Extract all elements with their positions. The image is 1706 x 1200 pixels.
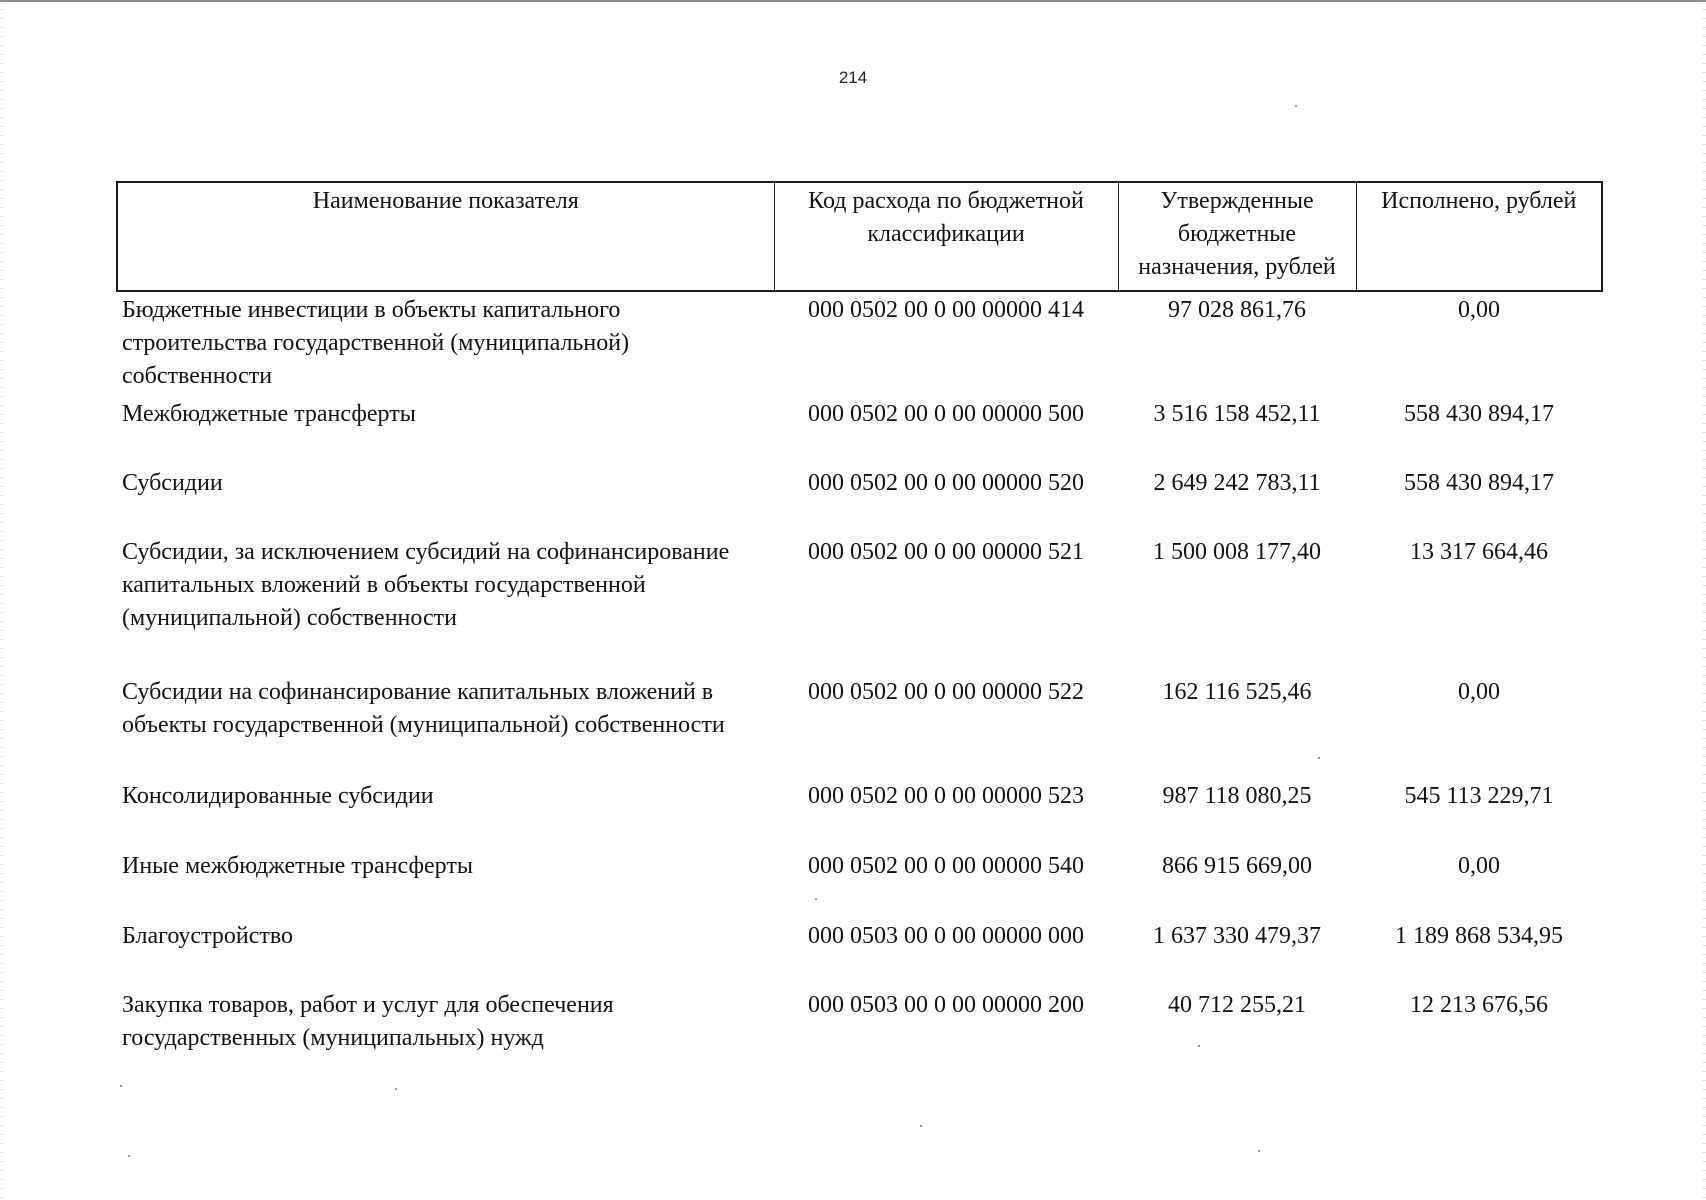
approved-amount-cell: 1 637 330 479,37 [1153, 923, 1321, 949]
indicator-name-cell: Бюджетные инвестиции в объекты капитального строительства государственной (муниципальной) собственности [122, 297, 630, 389]
expense-code-cell: 000 0502 00 0 00 00000 414 [808, 297, 1084, 323]
expense-code-cell: 000 0502 00 0 00 00000 523 [808, 783, 1084, 809]
scan-speck [1318, 757, 1320, 759]
executed-amount-cell: 13 317 664,46 [1410, 539, 1548, 565]
table-row [117, 396, 1602, 465]
approved-amount-cell: 2 649 242 783,11 [1153, 470, 1321, 496]
table-row [117, 987, 1602, 1059]
scan-speck [1198, 1045, 1200, 1047]
scan-speck [1258, 1150, 1260, 1152]
expense-code-cell: 000 0503 00 0 00 00000 200 [808, 992, 1084, 1018]
indicator-name-cell: Консолидированные субсидии [122, 783, 434, 809]
indicator-name-cell: Благоустройство [122, 923, 294, 949]
header-row [117, 182, 1602, 291]
expense-code-cell: 000 0502 00 0 00 00000 521 [808, 539, 1084, 565]
executed-amount-cell: 0,00 [1458, 853, 1500, 879]
table-row [117, 848, 1602, 918]
header-indicator-name: Наименование показателя [117, 182, 774, 291]
table-row [117, 674, 1602, 778]
table-row [117, 291, 1602, 396]
scan-speck [1295, 105, 1297, 107]
executed-amount-cell: 0,00 [1458, 297, 1500, 323]
expense-code-cell: 000 0502 00 0 00 00000 500 [808, 401, 1084, 427]
expense-code-cell: 000 0502 00 0 00 00000 540 [808, 853, 1084, 879]
executed-amount-cell: 0,00 [1458, 679, 1500, 705]
executed-amount-cell: 1 189 868 534,95 [1395, 923, 1563, 949]
scan-right-edge [1702, 0, 1706, 1200]
approved-amount-cell: 866 915 669,00 [1162, 853, 1312, 879]
indicator-name-cell: Закупка товаров, работ и услуг для обеспечения государственных (муниципальных) нужд [122, 992, 614, 1051]
header-expense-code: Код расхода по бюджетной классификации [774, 182, 1118, 291]
page-number: 214 [838, 68, 868, 87]
table-row [117, 534, 1602, 674]
indicator-name-cell: Межбюджетные трансферты [122, 401, 416, 427]
scan-left-edge [0, 0, 4, 1200]
expense-code-cell: 000 0502 00 0 00 00000 522 [808, 679, 1084, 705]
executed-amount-cell: 558 430 894,17 [1404, 401, 1554, 427]
approved-amount-cell: 40 712 255,21 [1168, 992, 1306, 1018]
expense-code-cell: 000 0503 00 0 00 00000 000 [808, 923, 1084, 949]
scan-speck [920, 1125, 922, 1127]
table-body [117, 291, 1602, 1059]
scan-speck [815, 898, 817, 900]
scan-speck [395, 1088, 397, 1090]
indicator-name-cell: Субсидии [122, 470, 223, 496]
indicator-name-cell: Иные межбюджетные трансферты [122, 853, 473, 879]
approved-amount-cell: 97 028 861,76 [1168, 297, 1306, 323]
budget-execution-table [116, 181, 1603, 1059]
expense-code-cell: 000 0502 00 0 00 00000 520 [808, 470, 1084, 496]
scan-speck [120, 1085, 122, 1087]
approved-amount-cell: 1 500 008 177,40 [1153, 539, 1321, 565]
approved-amount-cell: 162 116 525,46 [1162, 679, 1312, 705]
executed-amount-cell: 545 113 229,71 [1404, 783, 1554, 809]
scan-speck [128, 1155, 130, 1157]
executed-amount-cell: 12 213 676,56 [1410, 992, 1548, 1018]
table-row [117, 465, 1602, 534]
table-row [117, 778, 1602, 848]
indicator-name-cell: Субсидии на софинансирование капитальных вложений в объекты государственной (муниципальной) собственности [122, 679, 725, 738]
table-row [117, 918, 1602, 987]
approved-amount-cell: 3 516 158 452,11 [1153, 401, 1321, 427]
executed-amount-cell: 558 430 894,17 [1404, 470, 1554, 496]
table-header [117, 182, 1602, 291]
header-approved-appropriations: Утвержденные бюджетные назначения, рублей [1118, 182, 1356, 291]
header-executed: Исполнено, рублей [1356, 182, 1602, 291]
approved-amount-cell: 987 118 080,25 [1162, 783, 1312, 809]
indicator-name-cell: Субсидии, за исключением субсидий на софинансирование капитальных вложений в объекты государственной (муниципальной) собственности [122, 539, 730, 631]
scan-top-edge [0, 0, 1706, 2]
